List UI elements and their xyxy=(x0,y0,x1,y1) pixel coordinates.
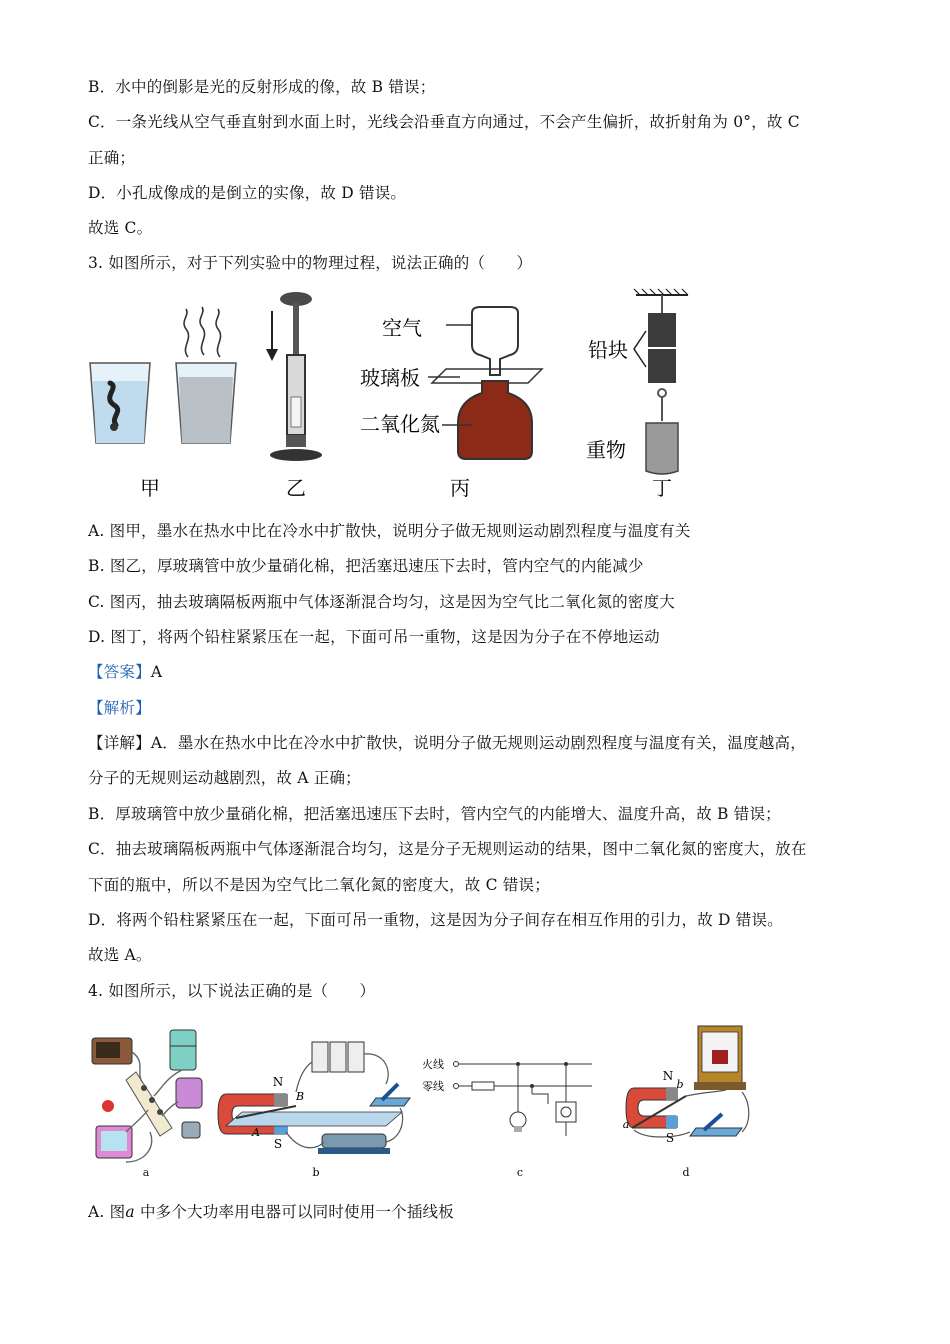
detail-c-line2: 下面的瓶中，所以不是因为空气比二氧化氮的密度大，故 C 错误； xyxy=(88,876,550,894)
label-d-south: S xyxy=(665,1131,675,1145)
q4-option-a-var: a xyxy=(125,1203,135,1221)
caption-a: a xyxy=(142,1166,150,1179)
q3-option-b: B. 图乙，厚玻璃管中放少量硝化棉，把活塞迅速压下去时，管内空气的内能减少 xyxy=(88,557,644,575)
caption-bing: 丙 xyxy=(450,476,470,500)
q2-line-c1: C．一条光线从空气垂直射到水面上时，光线会沿垂直方向通过，不会产生偏折，故折射角为 0°，故 C xyxy=(88,113,800,131)
beaker-cold-water xyxy=(90,363,150,443)
detail-b: B．厚玻璃管中放少量硝化棉，把活塞迅速压下去时，管内空气的内能增大、温度升高，故 B 错误； xyxy=(88,805,781,823)
q3-option-d: D. 图丁，将两个铅柱紧紧压在一起，下面可吊一重物，这是因为分子在不停地运动 xyxy=(88,628,660,646)
label-live-wire: 火线 xyxy=(422,1058,444,1071)
q4-option-a xyxy=(88,1202,878,1222)
label-weight: 重物 xyxy=(586,438,626,462)
analysis-tag: 【解析】 xyxy=(88,699,151,717)
caption-jia: 甲 xyxy=(140,476,160,500)
q3-option-a: A. 图甲，墨水在热水中比在冷水中扩散快，说明分子做无规则运动剧烈程度与温度有关 xyxy=(88,522,691,540)
q4-stem: 4. 如图所示，以下说法正确的是（ ） xyxy=(88,982,376,1000)
gas-diffusion-bottles xyxy=(428,307,542,459)
household-wiring xyxy=(454,1062,593,1137)
caption-yi: 乙 xyxy=(286,476,306,500)
caption-d: d xyxy=(682,1166,690,1179)
caption-b: b xyxy=(312,1166,320,1179)
q2-line-c2: 正确； xyxy=(88,149,136,167)
label-no2: 二氧化氮 xyxy=(360,412,440,436)
label-b-A: A xyxy=(252,1126,260,1139)
detail-tag: 【详解】 xyxy=(88,734,151,752)
detail-d: D．将两个铅柱紧紧压在一起，下面可吊一重物，这是因为分子间存在相互作用的引力，故 D 错误。 xyxy=(88,911,783,929)
piston-tube-apparatus xyxy=(266,292,322,461)
label-d-a: a xyxy=(622,1118,630,1131)
detail-a-line2: 分子的无规则运动越剧烈，故 A 正确； xyxy=(88,769,361,787)
q3-option-c: C. 图丙，抽去玻璃隔板两瓶中气体逐渐混合均匀，这是因为空气比二氧化氮的密度大 xyxy=(88,593,675,611)
detail-a-line1 xyxy=(88,733,878,753)
caption-c: c xyxy=(516,1166,524,1179)
power-strip-appliances xyxy=(92,1030,202,1162)
q2-choose: 故选 C。 xyxy=(88,219,153,237)
q3-choose: 故选 A。 xyxy=(88,946,152,964)
q3-stem: 3. 如图所示，对于下列实验中的物理过程，说法正确的（ ） xyxy=(88,254,533,272)
magnet-battery-circuit xyxy=(218,1042,410,1154)
q3-figure xyxy=(80,285,720,505)
q4-figure xyxy=(86,1022,766,1184)
q3-answer xyxy=(88,662,878,682)
label-d-north: N xyxy=(662,1069,674,1083)
label-glass-plate: 玻璃板 xyxy=(360,366,420,390)
answer-value: A xyxy=(150,663,163,681)
label-b-north: N xyxy=(272,1075,284,1089)
q4-option-a-rest: 中多个大功率用电器可以同时使用一个插线板 xyxy=(134,1203,454,1221)
q4-option-a-prefix: A. 图 xyxy=(88,1203,126,1221)
label-neutral-wire: 零线 xyxy=(422,1080,444,1093)
label-b-south: S xyxy=(273,1137,283,1151)
galvanometer-magnet-circuit xyxy=(626,1026,749,1137)
label-air: 空气 xyxy=(382,316,422,340)
q2-line-d: D．小孔成像成的是倒立的实像，故 D 错误。 xyxy=(88,184,407,202)
label-b-B: B xyxy=(295,1090,305,1103)
lead-blocks-apparatus xyxy=(634,289,688,474)
detail-c-line1: C．抽去玻璃隔板两瓶中气体逐渐混合均匀，这是分子无规则运动的结果，图中二氧化氮的密度大，放在 xyxy=(88,840,807,858)
detail-a1: A．墨水在热水中比在冷水中扩散快，说明分子做无规则运动剧烈程度与温度有关，温度越高， xyxy=(150,734,806,752)
label-d-b: b xyxy=(676,1078,684,1091)
label-lead: 铅块 xyxy=(588,338,628,362)
beaker-hot-water xyxy=(176,307,236,443)
q2-line-b: B．水中的倒影是光的反射形成的像，故 B 错误； xyxy=(88,78,436,96)
caption-ding: 丁 xyxy=(652,476,672,500)
answer-tag: 【答案】 xyxy=(88,663,151,681)
